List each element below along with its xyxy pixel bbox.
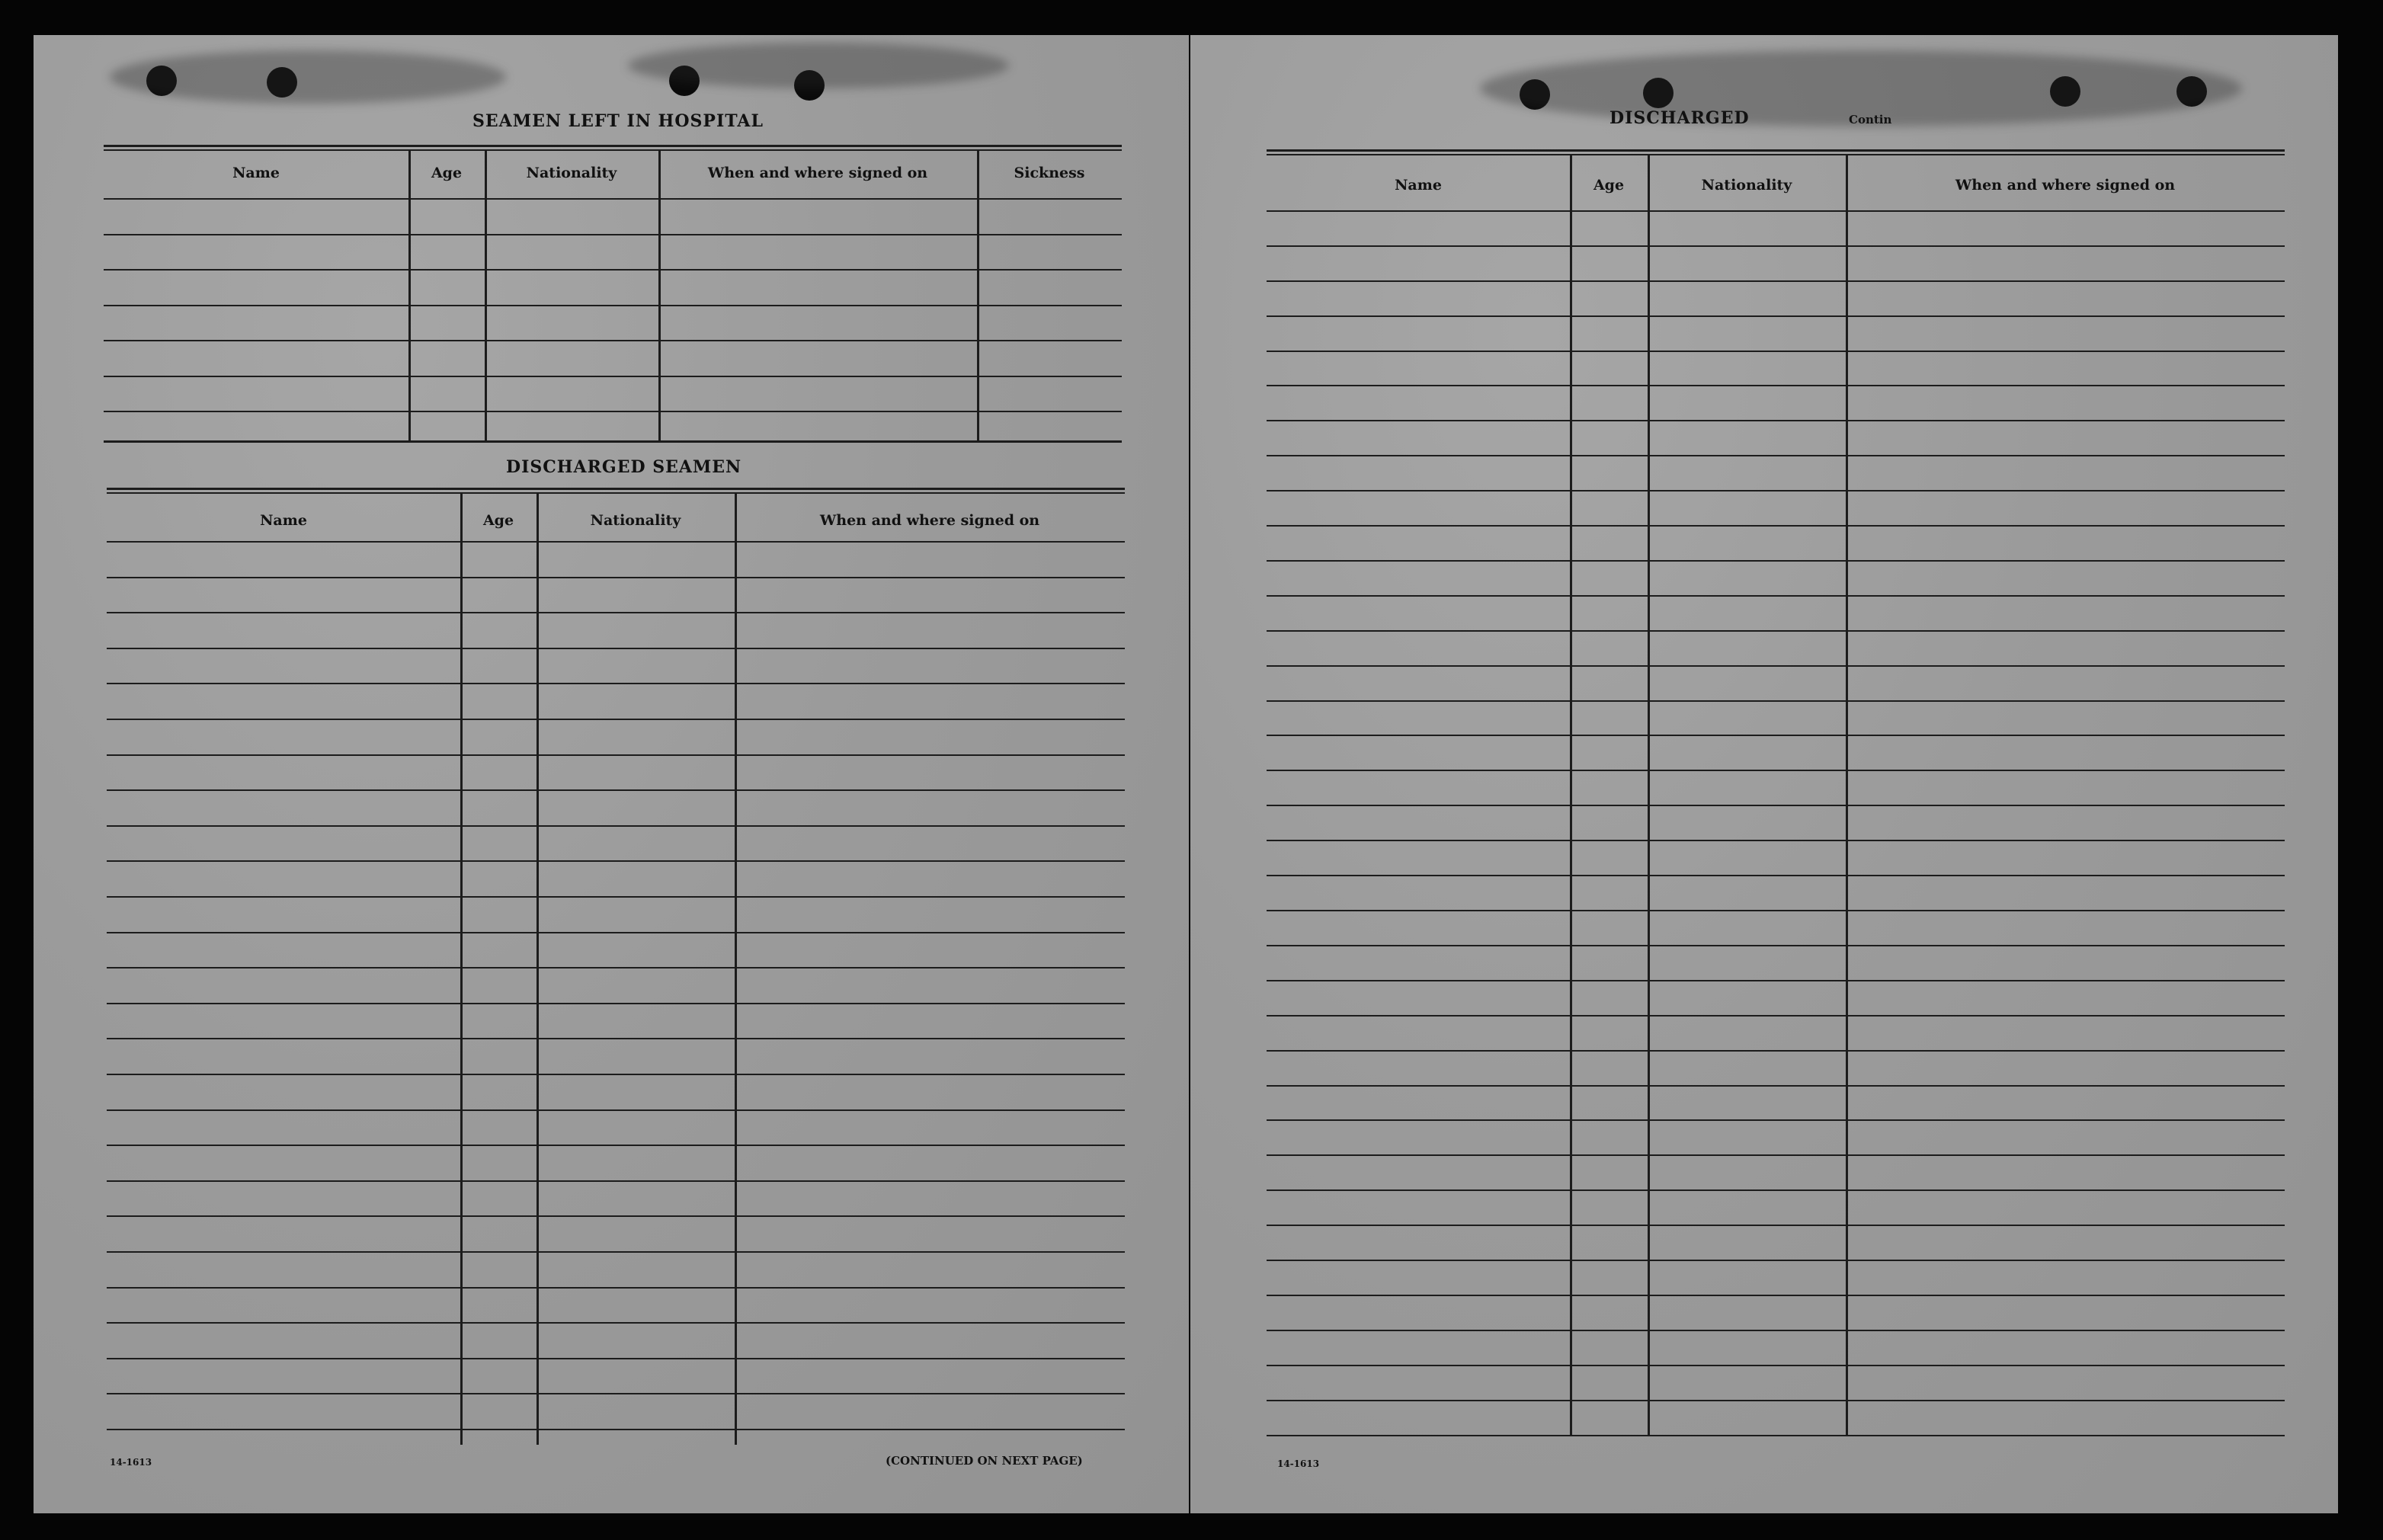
row-rule <box>1267 525 2285 527</box>
table-top-rule <box>107 488 1125 490</box>
column-divider <box>485 149 487 440</box>
row-rule <box>1267 1365 2285 1366</box>
column-divider <box>1570 154 1572 1436</box>
row-rule <box>1267 665 2285 667</box>
row-rule <box>104 269 1122 271</box>
column-header: Age <box>431 165 463 181</box>
row-rule <box>1267 1400 2285 1401</box>
form-page-right <box>1190 35 2338 1513</box>
row-rule <box>1267 1050 2285 1052</box>
row-rule <box>107 1429 1125 1430</box>
row-rule <box>107 1003 1125 1004</box>
column-header: Nationality <box>526 165 617 181</box>
row-rule <box>107 860 1125 862</box>
row-rule <box>1267 315 2285 317</box>
row-rule <box>107 683 1125 684</box>
table-top-rule <box>104 145 1122 147</box>
column-header: Name <box>232 165 280 181</box>
row-rule <box>107 719 1125 720</box>
row-rule <box>107 577 1125 578</box>
row-rule <box>1267 385 2285 386</box>
continued-note: (CONTINUED ON NEXT PAGE) <box>886 1454 1083 1468</box>
form-page-left <box>34 35 1189 1513</box>
row-rule <box>107 789 1125 791</box>
row-rule <box>1267 490 2285 491</box>
row-rule <box>1267 840 2285 841</box>
table-top-rule <box>104 149 1122 151</box>
row-rule <box>1267 1435 2285 1436</box>
column-header: Sickness <box>1014 165 1085 181</box>
row-rule <box>107 612 1125 613</box>
column-divider <box>1648 154 1650 1436</box>
row-rule <box>1267 910 2285 911</box>
form-number: 14-1613 <box>110 1457 152 1468</box>
column-divider <box>408 149 411 440</box>
row-rule <box>107 1109 1125 1111</box>
row-rule <box>1267 1330 2285 1331</box>
row-rule <box>107 1322 1125 1324</box>
table-top-rule <box>1267 149 2285 152</box>
row-rule <box>107 1393 1125 1394</box>
row-rule <box>1267 560 2285 562</box>
row-rule <box>1267 770 2285 771</box>
row-rule <box>107 1251 1125 1253</box>
column-divider <box>460 492 463 1445</box>
form-number: 14-1613 <box>1277 1458 1320 1469</box>
table-bottom-rule <box>104 440 1122 443</box>
column-divider <box>1846 154 1848 1436</box>
column-header: When and where signed on <box>1955 177 2176 194</box>
discharged-section-title: DISCHARGED SEAMEN <box>506 457 742 477</box>
row-rule <box>1267 700 2285 702</box>
row-rule <box>1267 945 2285 946</box>
column-header: Nationality <box>590 512 681 529</box>
column-header: Name <box>260 512 307 529</box>
row-rule <box>107 825 1125 827</box>
row-rule <box>107 1358 1125 1359</box>
row-rule <box>107 541 1125 543</box>
row-rule <box>1267 1119 2285 1121</box>
row-rule <box>107 967 1125 969</box>
row-rule <box>1267 630 2285 632</box>
column-header: Name <box>1395 177 1442 194</box>
hospital-section-title: SEAMEN LEFT IN HOSPITAL <box>472 111 764 131</box>
row-rule <box>104 305 1122 306</box>
row-rule <box>104 234 1122 235</box>
column-header: When and where signed on <box>707 165 928 181</box>
row-rule <box>1267 210 2285 212</box>
column-divider <box>735 492 737 1445</box>
row-rule <box>1267 1085 2285 1087</box>
row-rule <box>1267 280 2285 282</box>
row-rule <box>1267 735 2285 736</box>
row-rule <box>1267 420 2285 421</box>
row-rule <box>107 932 1125 933</box>
row-rule <box>1267 1225 2285 1226</box>
row-rule <box>107 648 1125 649</box>
row-rule <box>1267 1015 2285 1017</box>
row-rule <box>107 1287 1125 1289</box>
column-divider <box>536 492 539 1445</box>
row-rule <box>1267 455 2285 456</box>
column-header: When and where signed on <box>819 512 1040 529</box>
row-rule <box>1267 1189 2285 1191</box>
row-rule <box>1267 595 2285 597</box>
row-rule <box>1267 351 2285 352</box>
row-rule <box>1267 1154 2285 1156</box>
row-rule <box>1267 875 2285 876</box>
row-rule <box>107 1038 1125 1039</box>
row-rule <box>107 754 1125 756</box>
column-header: Nationality <box>1701 177 1792 194</box>
row-rule <box>1267 980 2285 981</box>
right-title-fragment-2: Contin <box>1849 113 1892 126</box>
row-rule <box>1267 805 2285 806</box>
row-rule <box>107 1215 1125 1217</box>
row-rule <box>107 1145 1125 1146</box>
table-top-rule <box>107 492 1125 494</box>
column-divider <box>977 149 979 440</box>
table-top-rule <box>1267 154 2285 155</box>
row-rule <box>1267 1295 2285 1296</box>
row-rule <box>107 1180 1125 1182</box>
row-rule <box>107 896 1125 898</box>
column-divider <box>658 149 661 440</box>
row-rule <box>1267 245 2285 247</box>
column-header: Age <box>1593 177 1625 194</box>
row-rule <box>104 376 1122 377</box>
row-rule <box>104 198 1122 200</box>
column-header: Age <box>482 512 514 529</box>
row-rule <box>104 340 1122 341</box>
right-title-fragment: DISCHARGED <box>1609 108 1750 128</box>
row-rule <box>104 411 1122 412</box>
row-rule <box>107 1074 1125 1075</box>
row-rule <box>1267 1260 2285 1261</box>
